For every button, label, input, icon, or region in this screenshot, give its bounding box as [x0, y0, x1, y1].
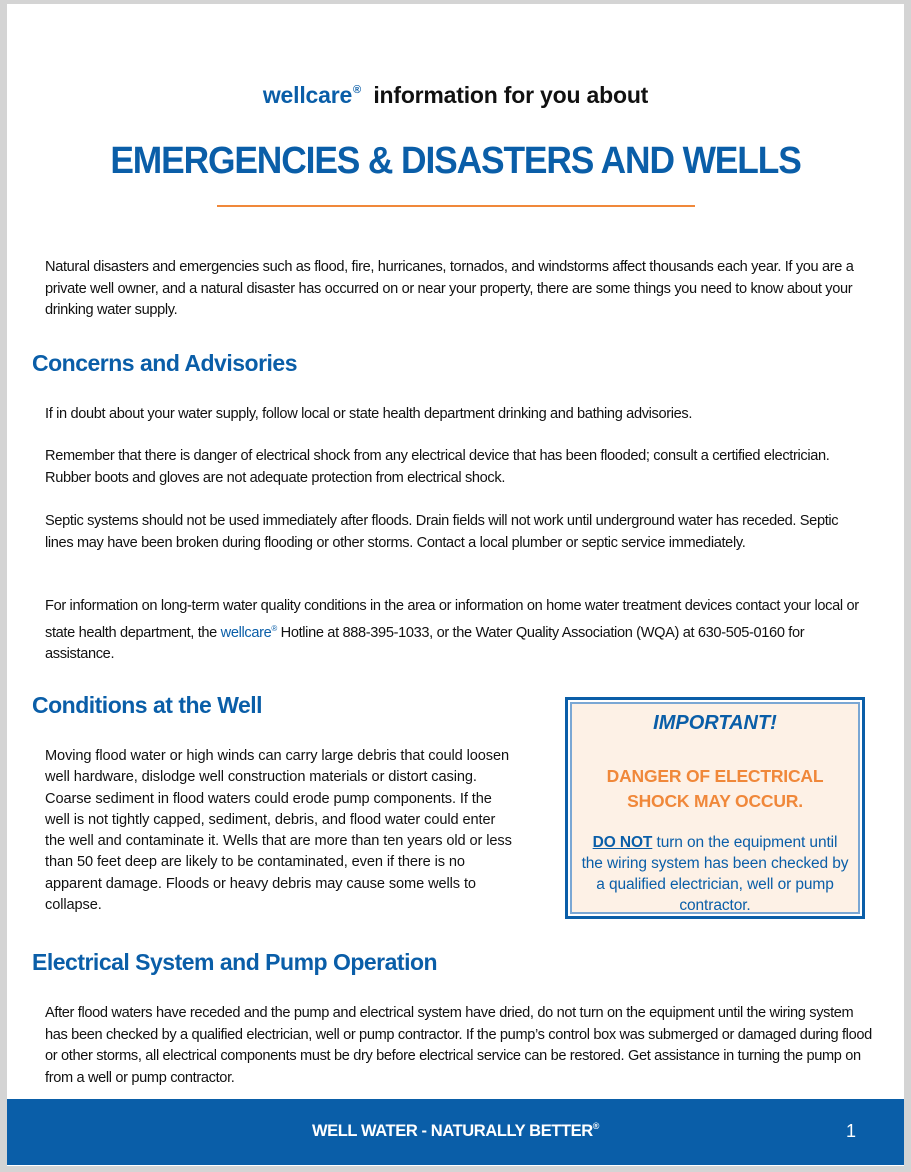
document-page: [7, 4, 904, 1166]
inline-brand-name: wellcare: [220, 624, 272, 641]
page-title: EMERGENCIES & DISASTERS AND WELLS: [110, 140, 801, 182]
do-not-emphasis: DO NOT: [592, 834, 653, 851]
footer-bar: [7, 1099, 904, 1165]
inline-brand-wellcare: [221, 625, 277, 641]
concerns-paragraph-1: If in doubt about your water supply, follow local or state health department drinking and bathing advisories.: [45, 406, 693, 422]
brand-name: wellcare: [262, 82, 353, 108]
p4-text-after: Hotline at 888-395-1033, or the Water Quality Association (WQA) at 630-505-0160 for assistance.: [45, 624, 805, 662]
slogan-text: WELL WATER - NATURALLY BETTER: [311, 1122, 593, 1140]
registered-mark: ®: [353, 84, 361, 96]
inline-registered-mark: ®: [271, 623, 277, 633]
title-divider: [217, 205, 695, 207]
footer-slogan: [7, 1121, 904, 1141]
section-heading-electrical: Electrical System and Pump Operation: [32, 949, 438, 975]
brand-wellcare: [263, 82, 361, 108]
callout-danger-warning: [572, 764, 858, 814]
header-tagline: [7, 82, 904, 109]
section-heading-concerns: Concerns and Advisories: [32, 350, 298, 376]
callout-inner: [570, 702, 860, 914]
tagline-text: information for you about: [373, 82, 649, 108]
callout-body-text: turn on the equipment until the wiring system has been checked by a qualified electrician, well or pump contractor.: [581, 834, 849, 914]
danger-line-2: SHOCK MAY OCCUR.: [627, 791, 803, 811]
slogan-registered-mark: ®: [592, 1121, 600, 1131]
section-heading-conditions: Conditions at the Well: [32, 692, 263, 718]
concerns-paragraph-3: Septic systems should not be used immediately after floods. Drain fields will not work until underground water has receded. Septic lines may have been broken during flooding or other storms. Contact a local plumber or septic service immediately.: [45, 513, 839, 551]
important-callout-box: [565, 697, 865, 919]
electrical-paragraph: After flood waters have receded and the pump and electrical system have dried, do not turn on the equipment until the wiring system has been checked by a qualified electrician, well or pump contractor. If the pump’s control box was submerged or damaged during flood or other storms, all electrical components must be dry before electrical service can be restored. Get assistance in turning the pump on from a well or pump contractor.: [45, 1005, 872, 1086]
intro-paragraph: Natural disasters and emergencies such as flood, fire, hurricanes, tornados, and windstorms affect thousands each year. If you are a private well owner, and a natural disaster has occurred on or near your property, there are some things you need to know about your drinking water supply.: [45, 259, 854, 318]
concerns-paragraph-4: [45, 596, 865, 666]
conditions-paragraph: Moving flood water or high winds can carry large debris that could loosen well hardware, dislodge well construction materials or distort casing. Coarse sediment in flood waters could erode pump components. If the well is not tightly capped, sediment, debris, and flood water could enter the well and contaminate it. Wells that are more than ten years old or less than 50 feet deep are likely to be contaminated, even if there is no apparent damage. Floods or heavy debris may cause some wells to collapse.: [45, 748, 512, 914]
page-number: 1: [845, 1121, 856, 1141]
danger-line-1: DANGER OF ELECTRICAL: [606, 766, 824, 786]
concerns-paragraph-2: Remember that there is danger of electrical shock from any electrical device that has been flooded; consult a certified electrician. Rubber boots and gloves are not adequate protection from electrical shock.: [45, 448, 830, 486]
callout-title: IMPORTANT!: [653, 712, 777, 734]
p4-text-before: For information on long-term water quality conditions in the area or information on home water treatment devices contact your local or state health department, the: [45, 598, 859, 641]
callout-body: [580, 832, 850, 916]
